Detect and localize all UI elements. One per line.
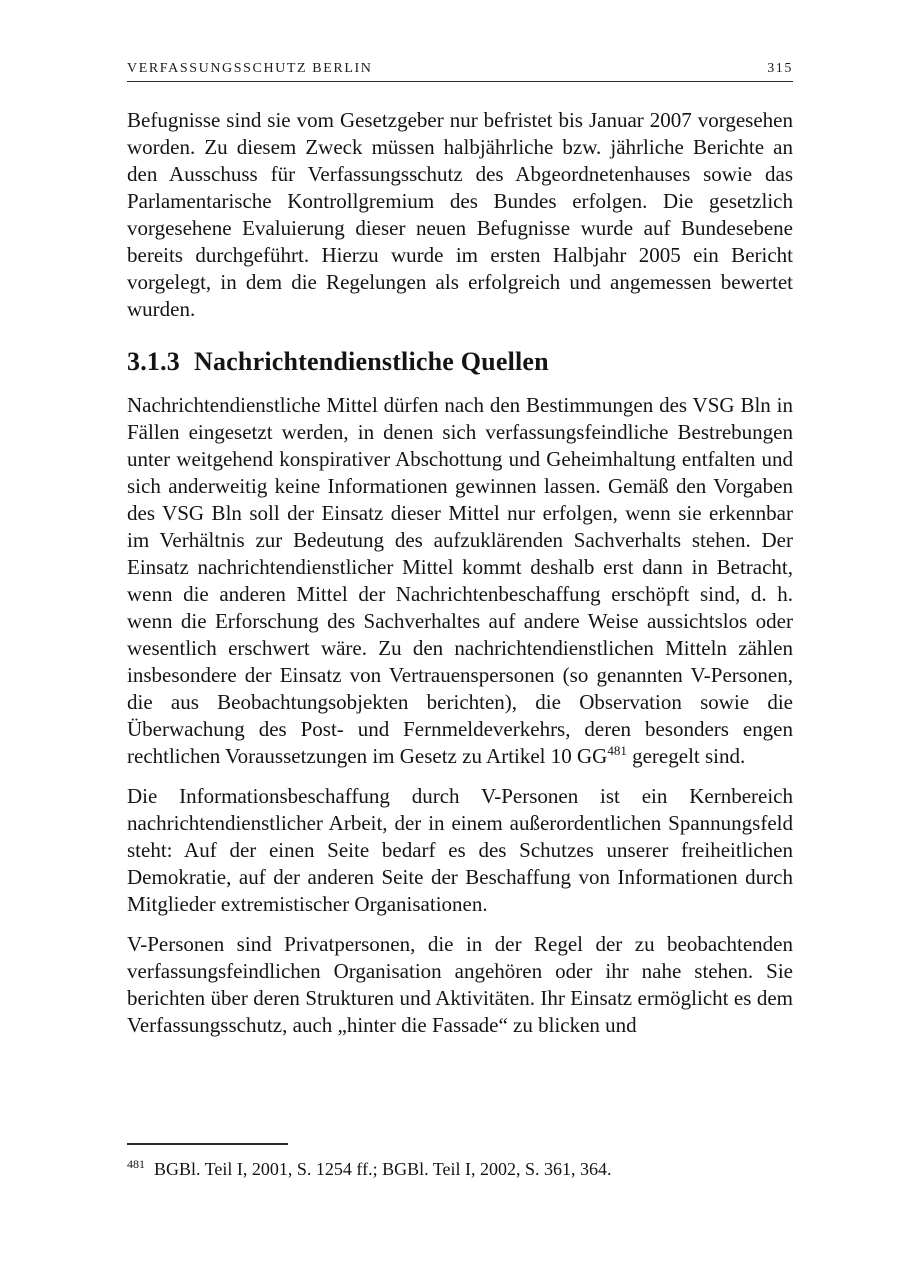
page-number: 315 [767, 61, 793, 76]
footnote-separator-rule [127, 1143, 288, 1145]
footnote-marker: 481 [127, 1157, 145, 1171]
page-header [127, 62, 793, 82]
section-title: Nachrichtendienstliche Quellen [194, 347, 549, 376]
running-title: VERFASSUNGSSCHUTZ BERLIN [127, 61, 373, 76]
paragraph-v-personen: V-Personen sind Privatpersonen, die in der Regel der zu beobachtenden verfassungsfeindlichen Organisation angehören oder ihr nahe stehen. Sie berichten über deren Strukturen und Aktivitäten. Ihr Einsatz ermöglicht es dem Verfassungsschutz, auch „hinter die Fassade“ zu blicken und [127, 932, 793, 1037]
paragraph-text-before-footnote-ref: Nachrichtendienstliche Mittel dürfen nach den Bestimmungen des VSG Bln in Fällen eingesetzt werden, in denen sich verfassungsfeindliche Bestrebungen unter weitgehend konspirativer Abschottung und Geheimhaltung entfalten und sich anderweitig keine Informationen gewinnen lassen. Gemäß den Vorgaben des VSG Bln soll der Einsatz dieser Mittel nur erfolgen, wenn sie erkennbar im Verhältnis zur Bedeutung des aufzuklärenden Sachverhalts stehen. Der Einsatz nachrichtendienstlicher Mittel kommt deshalb erst dann in Betracht, wenn die anderen Mittel der Nachrichtenbeschaffung erschöpft sind, d. h. wenn die Erforschung des Sachverhaltes auf andere Weise aussichtslos oder wesentlich erschwert wäre. Zu den nachrichtendienstlichen Mitteln zählen insbesondere der Einsatz von Vertrauenspersonen (so genannten V-Personen, die aus Beobachtungsobjekten berichten), die Observation sowie die Überwachung des Post- und Fernmeldeverkehrs, deren besonders engen rechtlichen Voraussetzungen im Gesetz zu Artikel 10 GG [127, 393, 793, 768]
paragraph-nachrichtendienstliche-mittel [127, 392, 793, 770]
footnote-481 [127, 1157, 793, 1181]
paragraph-text-after-footnote-ref: geregelt sind. [626, 744, 746, 768]
footnote-text: BGBl. Teil I, 2001, S. 1254 ff.; BGBl. Teil I, 2002, S. 361, 364. [154, 1159, 612, 1179]
paragraph-spannungsfeld: Die Informationsbeschaffung durch V-Personen ist ein Kernbereich nachrichtendienstlicher Arbeit, der in einem außerordentlichen Spannungsfeld steht: Auf der einen Seite bedarf es des Schutzes unserer freiheitlichen Demokratie, auf der anderen Seite der Beschaffung von Informationen durch Mitglieder extremistischer Organisationen. [127, 784, 793, 916]
section-number: 3.1.3 [127, 347, 180, 376]
footnote-reference-481: 481 [607, 743, 627, 758]
section-heading [127, 345, 793, 379]
page-body [127, 107, 793, 1039]
footnote-area [127, 1143, 793, 1181]
paragraph-befugnisse: Befugnisse sind sie vom Gesetzgeber nur befristet bis Januar 2007 vorgesehen worden. Zu diesem Zweck müssen halbjährliche bzw. jährliche Berichte an den Ausschuss für Verfassungsschutz des Abgeordnetenhauses sowie das Parlamentarische Kontrollgremium des Bundes erfolgen. Die gesetzlich vorgesehene Evaluierung dieser neuen Befugnisse wurde auf Bundesebene bereits durchgeführt. Hierzu wurde im ersten Halbjahr 2005 ein Bericht vorgelegt, in dem die Regelungen als erfolgreich und angemessen bewertet wurden. [127, 108, 793, 321]
